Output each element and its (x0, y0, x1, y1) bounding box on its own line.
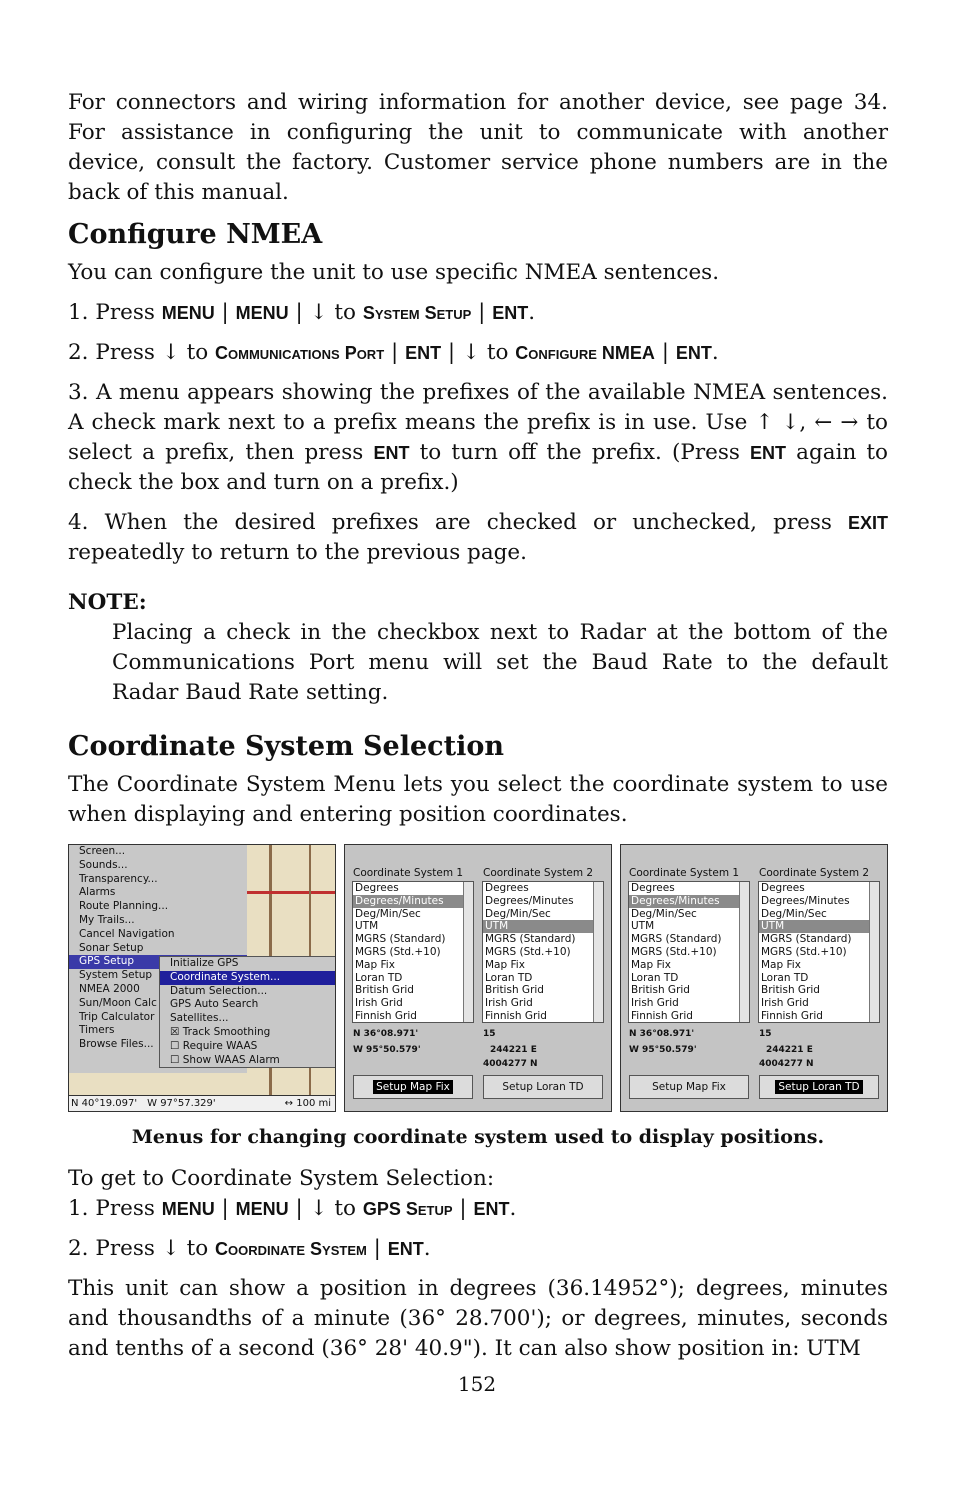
gps-setup-menu-screenshot (68, 844, 336, 1112)
coordinate-option[interactable]: Loran TD (761, 971, 809, 984)
coordinate-system-1-list[interactable] (628, 881, 750, 1023)
note-label: NOTE: (68, 590, 147, 615)
coordinate-option[interactable]: Deg/Min/Sec (485, 907, 551, 920)
down-arrow-icon: ↓ (309, 1196, 328, 1221)
submenu-item[interactable]: Datum Selection... (170, 984, 268, 997)
coordinate-option[interactable]: British Grid (761, 984, 820, 997)
coordinate-option[interactable]: Map Fix (631, 958, 671, 971)
coordinate-step-1: 1. Press MENU | MENU | ↓ to GPS Setup | ENT. (68, 1196, 517, 1221)
screenshot-figure (68, 844, 888, 1112)
menu-item[interactable]: Trip Calculator (79, 1010, 155, 1023)
submenu-item[interactable]: Coordinate System... (160, 971, 336, 985)
coordinate-option[interactable]: MGRS (Std.+10) (631, 945, 717, 958)
coordinate-option[interactable]: Degrees (761, 882, 805, 894)
menu-item[interactable]: Timers (79, 1024, 115, 1037)
coordinate-option[interactable]: Deg/Min/Sec (761, 907, 827, 920)
coordinate-option[interactable]: Finnish Grid (485, 1009, 547, 1022)
coordinate-option[interactable]: Degrees/Minutes (485, 894, 574, 907)
menu-item[interactable]: Sounds... (79, 858, 128, 871)
menu-item[interactable]: Alarms (79, 886, 116, 899)
coordinate-system-heading: Coordinate System Selection (68, 731, 504, 762)
intro-paragraph: For connectors and wiring information for another device, see page 34. For assistance in configuring the unit to communicate with another device, consult the factory. Customer service phone numbers are in the back of this manual. (68, 90, 888, 205)
down-arrow-icon: ↓ (161, 1236, 180, 1261)
coordinate-option[interactable]: British Grid (355, 984, 414, 997)
nmea-lead: You can configure the unit to use specific NMEA sentences. (68, 260, 720, 285)
coordinate-step-2: 2. Press ↓ to Coordinate System | ENT. (68, 1236, 431, 1261)
down-arrow-icon: ↓ (309, 300, 328, 325)
menu-item[interactable]: GPS Setup (69, 955, 247, 969)
coordinate-system-2-list[interactable] (758, 881, 880, 1023)
configure-nmea-heading: Configure NMEA (68, 219, 323, 250)
note-body: Placing a check in the checkbox next to Radar at the bottom of the Communications Port menu will set the Baud Rate to the default Radar Baud Rate setting. (112, 620, 888, 705)
menu-item[interactable]: Screen... (79, 845, 126, 857)
coordinate-option[interactable]: Map Fix (761, 958, 801, 971)
setup-map-fix-button[interactable]: Setup Map Fix (629, 1075, 749, 1099)
nmea-step-3: 3. A menu appears showing the prefixes of the available NMEA sentences. A check mark next to a prefix means the prefix is in use. Use ↑ ↓, ← → to select a prefix, then press ENT to turn off the prefix. (Press ENT again to check the box and turn on a prefix.) (68, 380, 889, 495)
nmea-step-1: 1. Press MENU | MENU | ↓ to System Setup | ENT. (68, 300, 536, 325)
coordinate-closing: This unit can show a position in degrees (36.14952°); degrees, minutes and thousandths of a minute (36° 28.700'); or degrees, minutes, seconds and tenths of a second (36° 28' 40.9"). It can also show position in: UTM (68, 1276, 888, 1361)
coordinate-system-dialog-1: Coordinate System 1 Coordinate System 2 Degrees Degrees/Minutes Deg/Min/Sec UTM MGRS (Standard) MGRS (Std.+10) Map Fix Loran TD British Grid Irish Grid Finnish Grid Degrees Degrees/Minutes Deg/Min/Sec UTM MGRS (Standard) MGRS (Std.+10) Map Fix Loran TD British Grid Irish Grid Finnish Grid N 36°08.971' W 95°50.579' 15 244221 E 4004277 N Setup Map Fix Setup Loran TD (344, 844, 612, 1112)
setup-map-fix-button[interactable]: Setup Map Fix (353, 1075, 473, 1099)
coordinate-option[interactable]: Irish Grid (485, 997, 533, 1010)
manual-page (68, 88, 888, 1364)
gps-setup-submenu (159, 956, 336, 1068)
coordinate-option[interactable]: MGRS (Standard) (485, 933, 576, 946)
menu-item[interactable]: My Trails... (79, 913, 135, 926)
coordinate-system-2-list[interactable] (482, 881, 604, 1023)
coordinate-option[interactable]: Degrees (355, 882, 399, 894)
coordinate-option[interactable]: Deg/Min/Sec (355, 907, 421, 920)
setup-loran-td-button[interactable]: Setup Loran TD (483, 1075, 603, 1099)
figure-caption: Menus for changing coordinate system used to display positions. (131, 1126, 825, 1148)
page-number: 152 (457, 1372, 497, 1396)
coordinate-option[interactable]: Deg/Min/Sec (631, 907, 697, 920)
menu-item[interactable]: Route Planning... (79, 900, 169, 913)
coordinate-option[interactable]: Map Fix (355, 958, 395, 971)
coordinate-option[interactable]: MGRS (Std.+10) (355, 945, 441, 958)
coordinate-option[interactable]: MGRS (Std.+10) (485, 945, 571, 958)
menu-item[interactable]: System Setup (79, 969, 153, 982)
coordinate-option[interactable]: Degrees (485, 882, 529, 894)
coordinate-option[interactable]: Finnish Grid (761, 1009, 823, 1022)
coordinate-option[interactable]: Irish Grid (631, 997, 679, 1010)
coordinate-option[interactable]: Irish Grid (355, 997, 403, 1010)
coordinate-option[interactable]: Loran TD (631, 971, 679, 984)
coordinate-option[interactable]: UTM (631, 920, 655, 933)
coordinate-option[interactable]: UTM (759, 920, 879, 933)
submenu-item[interactable]: GPS Auto Search (170, 998, 259, 1011)
menu-item[interactable]: NMEA 2000 (79, 982, 140, 995)
menu-item[interactable]: Browse Files... (79, 1038, 154, 1051)
coordinate-option[interactable]: Degrees/Minutes (629, 895, 749, 908)
coordinate-option[interactable]: Loran TD (485, 971, 533, 984)
coordinate-option[interactable]: MGRS (Standard) (355, 933, 446, 946)
menu-item[interactable]: Transparency... (79, 872, 158, 885)
coordinate-system-1-list[interactable] (352, 881, 474, 1023)
submenu-item[interactable]: ☐ Require WAAS (170, 1039, 258, 1052)
coordinate-option[interactable]: Finnish Grid (355, 1009, 417, 1022)
menu-item[interactable]: Sonar Setup (79, 941, 144, 954)
coordinate-option[interactable]: Degrees/Minutes (353, 895, 473, 908)
menu-item[interactable]: Sun/Moon Calc (79, 996, 157, 1009)
coordinate-option[interactable]: Map Fix (485, 958, 525, 971)
position-bar: N 40°19.097' W 97°57.329' ↔ 100 mi (69, 1095, 335, 1111)
down-arrow-icon: ↓ (461, 340, 480, 365)
submenu-item[interactable]: ☒ Track Smoothing (170, 1025, 271, 1038)
submenu-item[interactable]: Satellites... (170, 1012, 229, 1025)
coordinate-option[interactable]: British Grid (631, 984, 690, 997)
coordinate-option[interactable]: Irish Grid (761, 997, 809, 1010)
menu-item[interactable]: Cancel Navigation (79, 927, 175, 940)
coordinate-option[interactable]: Finnish Grid (631, 1009, 693, 1022)
submenu-item[interactable]: Initialize GPS (170, 957, 239, 969)
nmea-step-4: 4. When the desired prefixes are checked or unchecked, press EXIT repeatedly to return to the previous page. (68, 510, 888, 565)
coordinate-option[interactable]: Loran TD (355, 971, 403, 984)
coordinate-option[interactable]: MGRS (Standard) (761, 933, 852, 946)
coordinate-option[interactable]: MGRS (Standard) (631, 933, 722, 946)
coordinate-option[interactable]: UTM (355, 920, 379, 933)
submenu-item[interactable]: ☐ Show WAAS Alarm (170, 1053, 280, 1066)
coordinate-lead: The Coordinate System Menu lets you select the coordinate system to use when displaying and entering position coordinates. (68, 772, 888, 827)
coordinate-option[interactable]: UTM (483, 920, 603, 933)
coordinate-option[interactable]: MGRS (Std.+10) (761, 945, 847, 958)
coordinate-option[interactable]: Degrees (631, 882, 675, 894)
coordinate-option[interactable]: British Grid (485, 984, 544, 997)
coordinate-howto: To get to Coordinate System Selection: (68, 1166, 495, 1191)
coordinate-option[interactable]: Degrees/Minutes (761, 894, 850, 907)
setup-loran-td-button[interactable]: Setup Loran TD (759, 1075, 879, 1099)
coordinate-system-dialog-2: Coordinate System 1 Coordinate System 2 Degrees Degrees/Minutes Deg/Min/Sec UTM MGRS (Standard) MGRS (Std.+10) Map Fix Loran TD British Grid Irish Grid Finnish Grid Degrees Degrees/Minutes Deg/Min/Sec UTM MGRS (Standard) MGRS (Std.+10) Map Fix Loran TD British Grid Irish Grid Finnish Grid N 36°08.971' W 95°50.579' 15 244221 E 4004277 N Setup Map Fix Setup Loran TD (620, 844, 888, 1112)
nmea-step-2: 2. Press ↓ to Communications Port | ENT | ↓ to Configure NMEA | ENT. (68, 340, 719, 365)
down-arrow-icon: ↓ (161, 340, 180, 365)
